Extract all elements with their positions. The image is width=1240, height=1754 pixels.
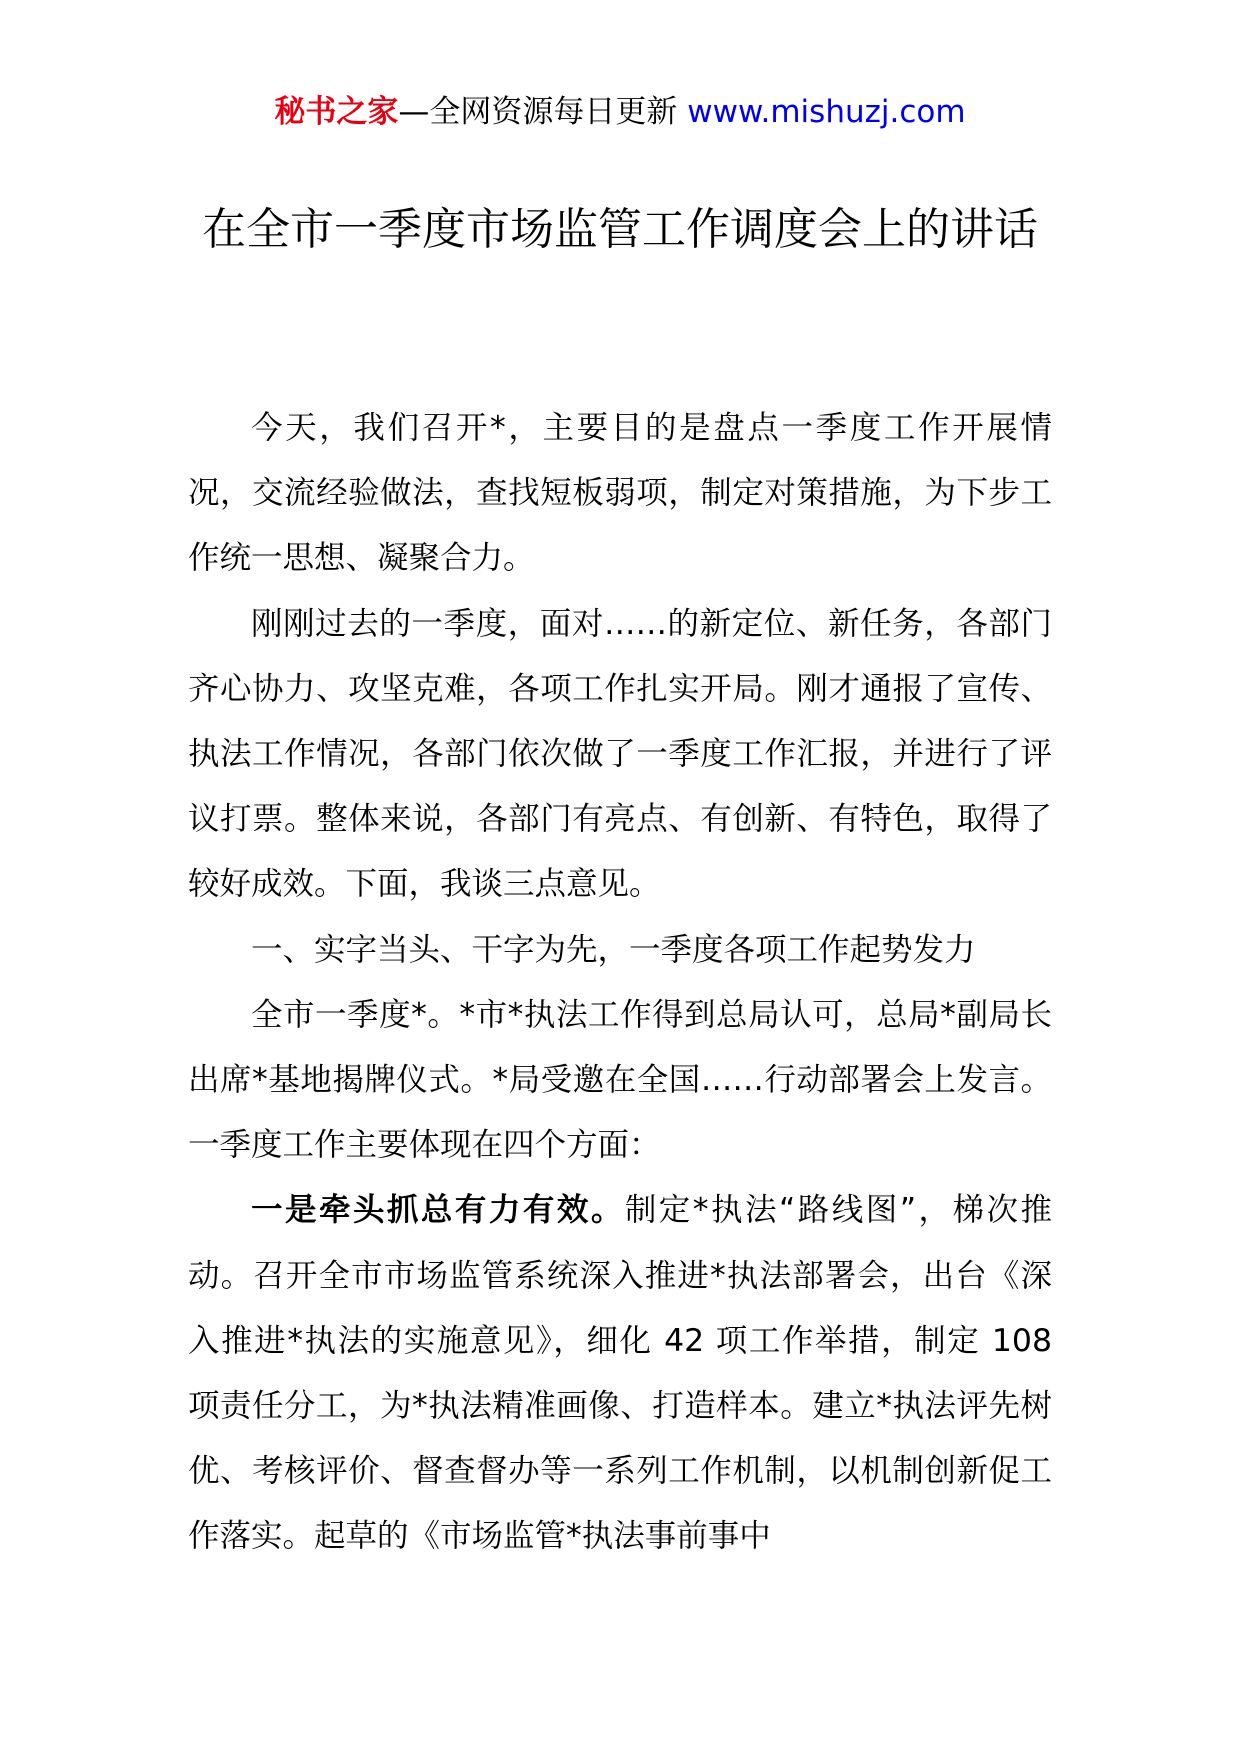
paragraph-intro: 今天，我们召开*，主要目的是盘点一季度工作开展情况，交流经验做法，查找短板弱项，制定对策措施，为下步工作统一思想、凝聚合力。: [188, 410, 1052, 577]
section-heading-1: 一、实字当头、干字为先，一季度各项工作起势发力: [251, 931, 976, 968]
site-url-link[interactable]: www.mishuzj.com: [687, 94, 966, 130]
document-title: 在全市一季度市场监管工作调度会上的讲话: [202, 204, 1038, 255]
paragraph-review: 刚刚过去的一季度，面对……的新定位、新任务，各部门齐心协力、攻坚克难，各项工作扎实开局。刚才通报了宣传、执法工作情况，各部门依次做了一季度工作汇报，并进行了评议打票。整体来说，各部门有亮点、有创新、有特色，取得了较好成效。下面，我谈三点意见。: [188, 605, 1052, 903]
document-body: [188, 396, 1052, 1570]
site-header: [0, 92, 1240, 132]
brand-name: 秘书之家: [274, 94, 399, 130]
paragraph-point-1: [188, 1178, 1052, 1569]
point-1-text: 制定*执法“路线图”，梯次推动。召开全市市场监管系统深入推进*执法部署会，出台《深入推进*执法的实施意见》，细化 42 项工作举措，制定 108 项责任分工，为*执法精准画像、打造样本。建立*执法评先树优、考核评价、督查督办等一系列工作机制，以机制创新促工作落实。起草的《市场监管*执法事前事中: [188, 1192, 1052, 1555]
point-1-lead: 一是牵头抓总有力有效。: [251, 1192, 625, 1229]
paragraph-summary: 全市一季度*。*市*执法工作得到总局认可，总局*副局长出席*基地揭牌仪式。*局受邀在全国……行动部署会上发言。一季度工作主要体现在四个方面：: [188, 996, 1052, 1164]
header-slogan: —全网资源每日更新: [398, 94, 688, 130]
